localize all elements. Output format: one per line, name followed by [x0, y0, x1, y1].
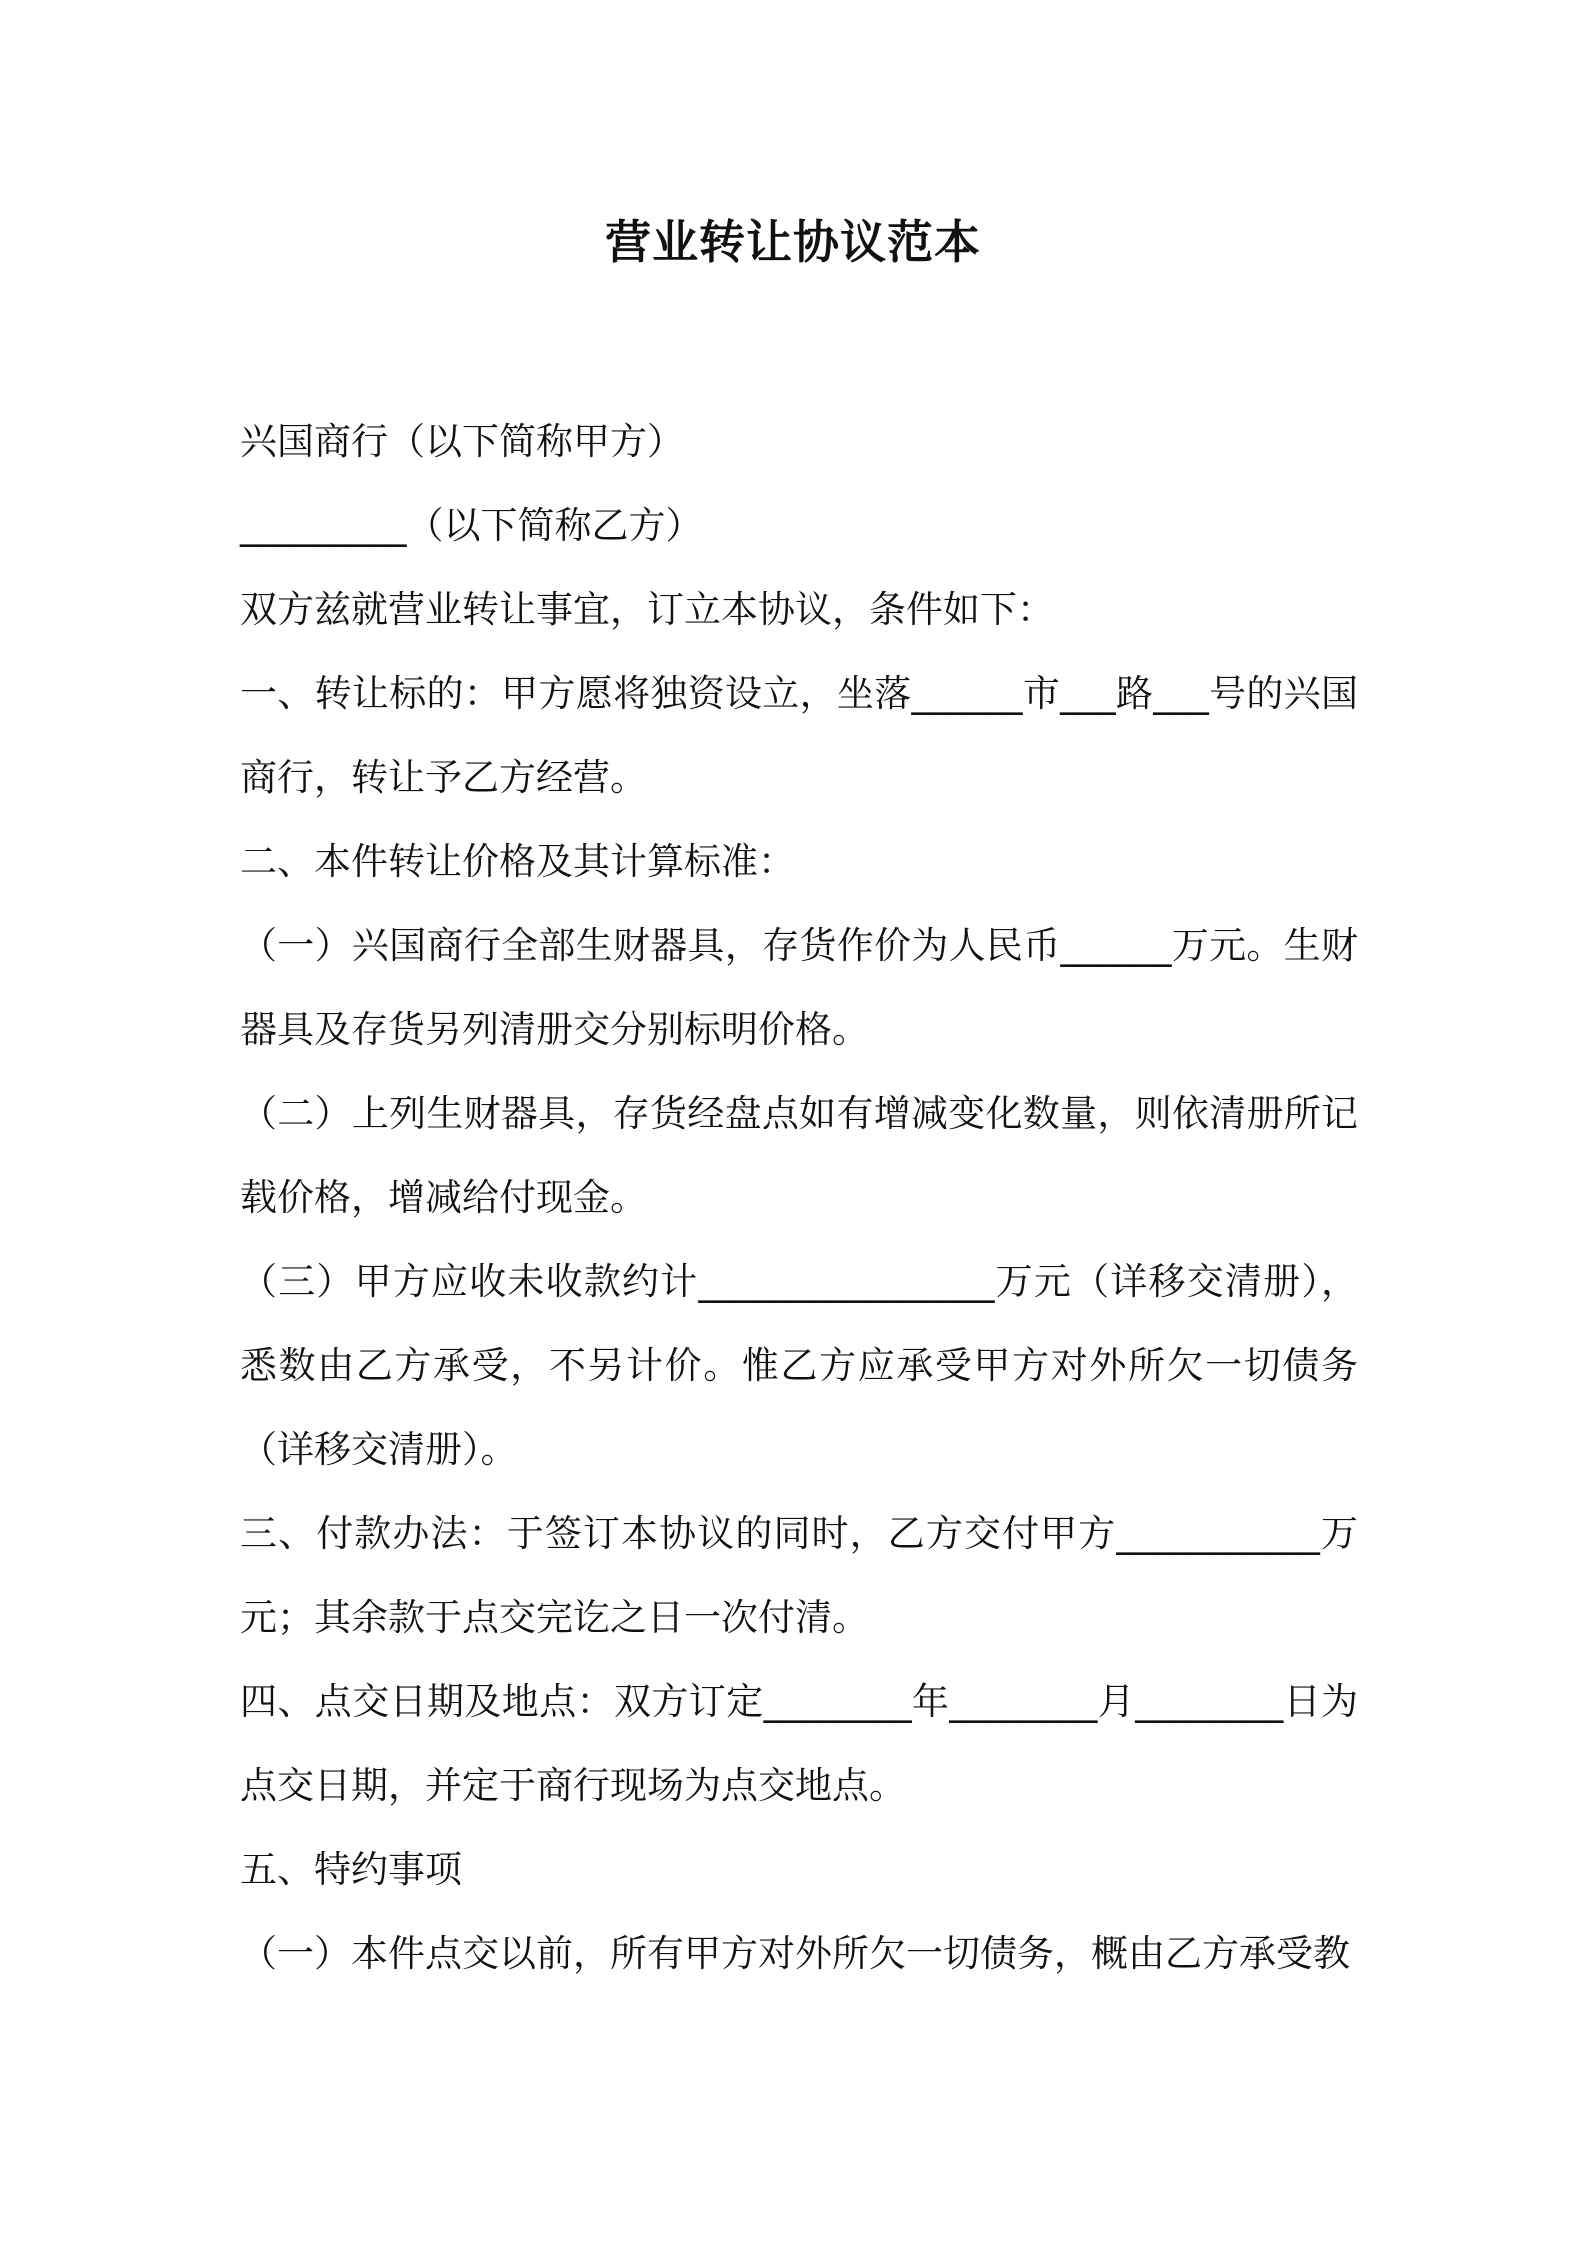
- party-b-line: _________（以下简称乙方）: [240, 504, 703, 547]
- clause-1-subject: 一、转让标的：甲方愿将独资设立，坐落______市___路___号的兴国商行，转让予乙方经营。: [240, 672, 1358, 799]
- clause-2-item-3: （三）甲方应收未收款约计________________万元（详移交清册），悉数由乙方承受，不另计价。惟乙方应承受甲方对外所欠一切债务（详移交清册）。: [240, 1260, 1358, 1471]
- clause-2-item-1: （一）兴国商行全部生财器具，存货作价为人民币______万元。生财器具及存货另列清册交分别标明价格。: [240, 924, 1358, 1051]
- clause-5-heading: 五、特约事项: [240, 1848, 462, 1891]
- clause-3-payment: 三、付款办法：于签订本协议的同时，乙方交付甲方___________万元；其余款于点交完讫之日一次付清。: [240, 1512, 1358, 1639]
- document-body: [240, 400, 1358, 1996]
- clause-4-handover-date: 四、点交日期及地点：双方订定________年________月________日为点交日期，并定于商行现场为点交地点。: [240, 1680, 1358, 1807]
- party-a-line: 兴国商行（以下简称甲方）: [240, 420, 684, 463]
- clause-2-item-2: （二）上列生财器具，存货经盘点如有增减变化数量，则依清册所记载价格，增减给付现金。: [240, 1092, 1358, 1219]
- preamble-paragraph: 双方兹就营业转让事宜，订立本协议，条件如下：: [240, 588, 1054, 631]
- clause-2-heading: 二、本件转让价格及其计算标准：: [240, 840, 795, 883]
- document-title: 营业转让协议范本: [605, 215, 981, 269]
- clause-5-item-1: （一）本件点交以前，所有甲方对外所欠一切债务，概由乙方承受教: [240, 1932, 1350, 1975]
